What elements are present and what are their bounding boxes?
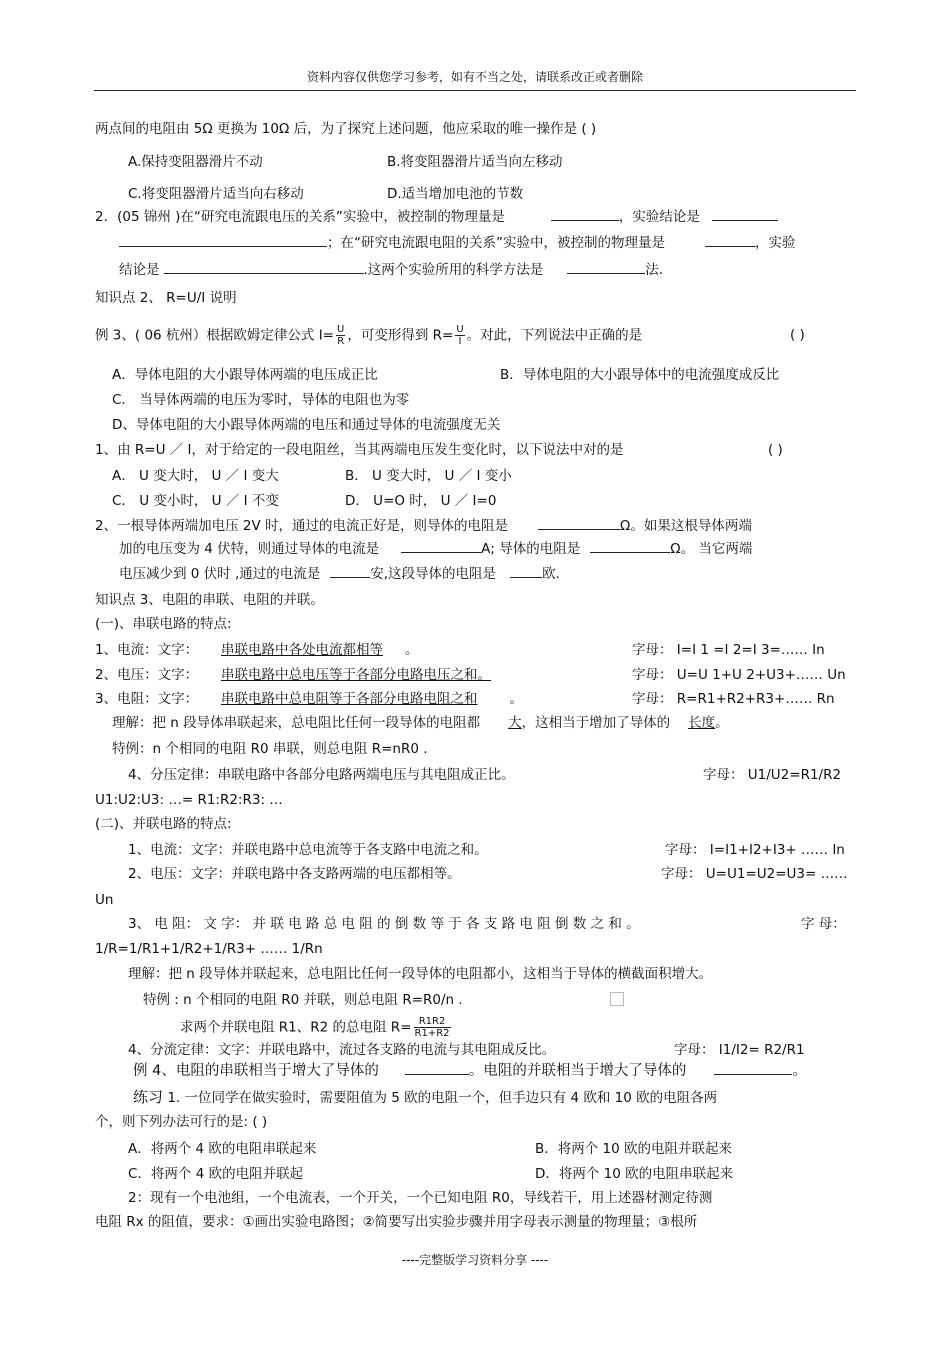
series-voltage-formula: 字母： U=U 1+U 2+U3+…… Un	[632, 667, 846, 683]
q2-line3: 结论是 .这两个实验所用的科学方法是 法.	[119, 262, 664, 278]
header-rule	[94, 90, 856, 91]
example-4: 例 4、电阻的串联相当于增大了导体的 。电阻的并联相当于增大了导体的 。	[133, 1063, 807, 1079]
parallel-understanding: 理解：把 n 段导体并联起来，总电阻比任何一段导体的电阻都小，这相当于导体的横截面积增大。	[128, 966, 713, 982]
parallel-title: (二)、并联电路的特点:	[95, 816, 232, 832]
practice-option-b: B．将两个 10 欧的电阻并联起来	[535, 1141, 733, 1157]
series-special-case: 特例：n 个相同的电阻 R0 串联，则总电阻 R=nR0 .	[112, 741, 428, 757]
page-header: 资料内容仅供您学习参考，如有不当之处，请联系改正或者删除	[306, 70, 643, 84]
practice-1-option-c: C． U 变小时， U ／ I 不变	[112, 493, 279, 509]
practice-2-question-cont: 电阻 Rx 的阻值，要求：①画出实验电路图；②简要写出实验步骤并用字母表示测量的物理量；③根所	[95, 1214, 698, 1230]
fraction-u-over-i: $\frac{U}{I}$	[456, 324, 464, 347]
practice-line1: 练习 1. 一位同学在做实验时，需要阻值为 5 欧的电阻一个，但手边只有 4 欧和 10 欧的电阻各两	[133, 1088, 718, 1106]
two-parallel-resistors: 求两个并联电阻 R1、R2 的总电阻 R= $\frac{R1R2}{R1+R2}$	[180, 1016, 450, 1039]
series-divider-formula: 字母： U1/U2=R1/R2	[703, 767, 842, 783]
parallel-voltage-text: 2、电压：文字：并联电路中各支路两端的电压都相等。	[128, 866, 461, 882]
parallel-resistance-formula: 1/R=1/R1+1/R2+1/R3+ …… 1/Rn	[95, 941, 323, 957]
practice-option-c: C．将两个 4 欧的电阻并联起	[128, 1166, 304, 1182]
series-divider-law: 4、分压定律：串联电路中各部分电路两端电压与其电阻成正比。	[128, 767, 515, 783]
option-c: C.将变阻器滑片适当向右移动	[128, 186, 304, 202]
series-current-formula: 字母： I=I 1 =I 2=I 3=…… In	[632, 642, 825, 658]
series-current-label: 1、电流：文字：	[95, 642, 199, 658]
q2-line1: 2．(05 锦州 )在“研究电流跟电压的关系”实验中，被控制的物理量是 ，实验结论是	[95, 208, 778, 226]
parallel-special-case: 特例 : n 个相同的电阻 R0 并联，则总电阻 R=R0/n .	[143, 992, 463, 1008]
series-resistance-text: 串联电路中总电阻等于各部分电路电阻之和 。	[221, 691, 523, 707]
parallel-voltage-cont: Un	[95, 892, 114, 908]
series-voltage-label: 2、电压：文字：	[95, 667, 199, 683]
practice-1-paren: ( )	[768, 442, 783, 458]
example-3-option-a: A．导体电阻的大小跟导体两端的电压成正比	[112, 367, 378, 383]
fraction-u-over-r: $\frac{U}{R}$	[337, 324, 345, 347]
series-resistance-formula: 字母： R=R1+R2+R3+…… Rn	[632, 691, 835, 707]
practice-2-line2: 加的电压变为 4 伏特，则通过导体的电流是 A; 导体的电阻是 Ω。 当它两端	[119, 541, 753, 557]
fraction-r1r2: $\frac{R1R2}{R1+R2}$	[414, 1016, 450, 1039]
parallel-current-text: 1、电流：文字：并联电路中总电流等于各支路中电流之和。	[128, 842, 488, 858]
q2-line2: ；在“研究电流跟电阻的关系”实验中，被控制的物理量是 ，实验	[119, 234, 796, 252]
series-current-text: 串联电路中各处电流都相等 。	[221, 642, 419, 658]
knowledge-point-3: 知识点 3、电阻的串联、电阻的并联。	[95, 592, 324, 608]
practice-1-option-a: A． U 变大时， U ／ I 变大	[112, 468, 279, 484]
practice-2-line1: 2、一根导体两端加电压 2V 时，通过的电流正好是，则导体的电阻是 Ω。如果这根导体两端	[95, 518, 752, 534]
example-3-option-c: C． 当导体两端的电压为零时，导体的电阻也为零	[112, 392, 410, 408]
knowledge-point-2: 知识点 2、 R=U/I 说明	[95, 290, 237, 306]
question-intro: 两点间的电阻由 5Ω 更换为 10Ω 后，为了探究上述问题，他应采取的唯一操作是 ( )	[95, 121, 597, 137]
example-3-paren: ( )	[790, 327, 805, 343]
series-voltage-text: 串联电路中总电压等于各部分电路电压之和。	[221, 667, 491, 683]
empty-checkbox	[610, 992, 624, 1006]
page-footer: ----完整版学习资料分享 ----	[401, 1253, 549, 1267]
option-b: B.将变阻器滑片适当向左移动	[387, 154, 563, 170]
option-a: A.保持变阻器滑片不动	[128, 154, 263, 170]
example-3-question: 例 3、( 06 杭州）根据欧姆定律公式 I= $\frac{U}{R}$ ，可变形得到 R= $\frac{U}{I}$ 。对此，下列说法中正确的是	[95, 324, 643, 347]
parallel-voltage-formula: 字母： U=U1=U2=U3= ……	[661, 866, 848, 882]
option-d: D.适当增加电池的节数	[387, 186, 524, 202]
series-ratio: U1:U2:U3: …= R1:R2:R3: …	[95, 792, 283, 808]
practice-2-question: 2：现有一个电池组，一个电流表，一个开关，一个已知电阻 R0，导线若干，用上述器材测定待测	[128, 1190, 713, 1206]
example-3-option-d: D、导体电阻的大小跟导体两端的电压和通过导体的电流强度无关	[112, 417, 501, 433]
practice-2-line3: 电压减少到 0 伏时 ,通过的电流是 安,这段导体的电阻是 欧.	[119, 566, 560, 582]
series-title: (一)、串联电路的特点:	[95, 616, 232, 632]
practice-option-d: D．将两个 10 欧的电阻串联起来	[535, 1166, 734, 1182]
practice-1-question: 1、由 R=U ／ I，对于给定的一段电阻丝，当其两端电压发生变化时，以下说法中对的是	[95, 442, 624, 458]
parallel-resistance-label: 字 母：	[801, 916, 846, 932]
example-3-option-b: B．导体电阻的大小跟导体中的电流强度成反比	[500, 367, 780, 383]
practice-option-a: A．将两个 4 欧的电阻串联起来	[128, 1141, 317, 1157]
practice-1-option-b: B． U 变大时， U ／ I 变小	[345, 468, 512, 484]
series-understanding: 理解：把 n 段导体串联起来，总电阻比任何一段导体的电阻都 大，这相当于增加了导体的 长度。	[112, 715, 729, 731]
parallel-current-formula: 字母： I=I1+I2+I3+ …… In	[665, 842, 845, 858]
practice-line2: 个，则下列办法可行的是: ( )	[95, 1114, 268, 1130]
parallel-resistance-text: 3、 电 阻： 文 字： 并 联 电 路 总 电 阻 的 倒 数 等 于 各 支 路 电 阻 倒 数 之 和 。	[128, 916, 640, 932]
series-resistance-label: 3、电阻：文字：	[95, 691, 199, 707]
practice-1-option-d: D． U=O 时， U ／ I=0	[345, 493, 497, 509]
parallel-divider-law: 4、分流定律：文字：并联电路中，流过各支路的电流与其电阻成反比。	[128, 1042, 556, 1058]
parallel-divider-formula: 字母： I1/I2= R2/R1	[674, 1042, 805, 1058]
